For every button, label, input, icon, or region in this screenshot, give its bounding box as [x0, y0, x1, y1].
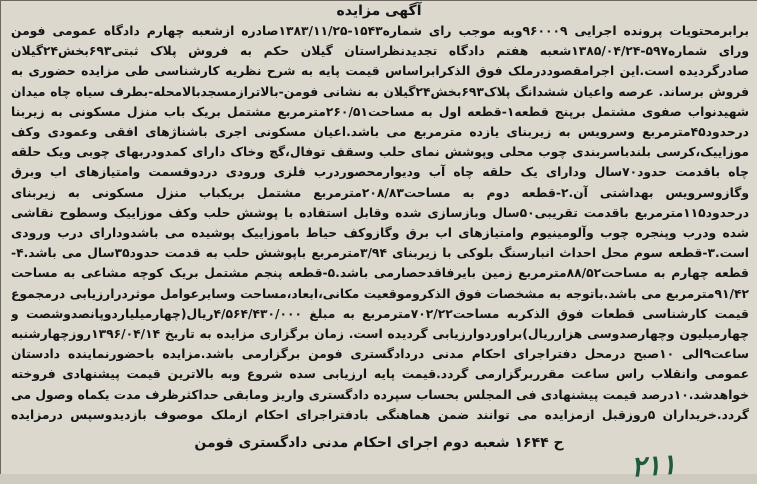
notice-body: برابرمحتویات پرونده اجرایی ۹۶۰۰۰۹وبه موجب رای شماره۱۵۴۳-۱۳۸۳/۱۱/۲۵صادره ازشعبه چهارم دادگاه عمومی فومن ورای شماره۵۹۷-۱۳۸۵/۰۴/۲۴شعبه هفتم دادگاه تجدیدنظراستان گیلان حکم به فروش پلاک ثبتی۶۹۳بخش۲۴گیلان صادرگردیده است.این اجرامقصوددرملک فوق الذکرابراساس قیمت پایه به شرح نظریه کارشناسی طی مزایده حضوری به فروش برساند. عرصه واعیان ششدانگ پلاک۶۹۳بخش۲۴گیلان به نشانی فومن-بالاترازمسجدبالامحله-بطرف سیاه چاه میدان شهیدنواب صفوی مشتمل برپنج قطعه۱-قطعه اول به مساحت۲۶۰/۵۱مترمربع مشتمل بریک باب منزل مسکونی به زیربنا درحدود۴۵مترمربع وسرویس به زیربنای یازده مترمربع می باشد.اعیان مسکونی اجری باشناژهای افقی وعمودی وکف موزاییک،کرسی بلندباسربندی چوب محلی وپوشش نمای حلب وسقف توفال،گچ وخاک دارای کمدودربهای چوبی ویک حلقه چاه باقدمت حدود۷۰سال ودارای یک حلقه چاه آب ودیوارمحصوردرب فلزی ورودی دردوقسمت وامتیازهای اب وبرق وگازوسرویس بهداشتی آن.۲-قطعه دوم به مساحت۲۰۸/۸۳مترمربع مشتمل بریکباب منزل مسکونی به زیربنای درحدود۱۱۵مترمربع باقدمت تقریبی۵۰سال وبازسازی شده وقابل استفاده با پوشش حلب وکف موزاییک وسطوح نقاشی شده ودرب وپنجره چوب وآلومینیوم وامتیازهای اب برق وگازوکف حیاط باموزاییک پوشیده می باشدودارای درب ورودی است.۳-قطعه سوم محل احداث انبارسنگ بلوکی با زیربنای ۳/۹۴مترمربع باپوشش حلب به قدمت حدود۳۵سال می باشد.۴-قطعه چهارم به مساحت۸۸/۵۲مترمربع زمین بایرفاقدحصارمی باشد.۵-قطعه پنجم مشتمل بریک کوچه مشاعی به مساحت ۹۱/۴۲مترمربع می باشد.باتوجه به مشخصات فوق الذکروموقعیت مکانی،ابعاد،مساحت وسایرعوامل موثردرارزیابی درمجموع قیمت کارشناسی قطعات فوق الذکربه مساحت۷۰۲/۲۲مترمربع به مبلغ ۴/۵۶۴/۴۳۰/۰۰۰ریال(چهارمیلیاردوپانصدوشصت و چهارمیلیون وچهارصدوسی هزارریال)براوردوارزیابی گردیده است. زمان برگزاری مزایده به تاریخ ۱۳۹۶/۰۴/۱۴روزچهارشنبه ساعت۹الی ۱۰صبح درمحل دفتراجرای احکام مدنی دردادگستری فومن برگزارمی باشد.مزایده باحضورنماینده دادستان عمومی وانقلاب راس ساعت مقرربرگزارمی گردد.قیمت پایه ارزیابی سده شروع وبه بالاترین قیمت پیشنهادی فروخته خواهدشد.۱۰درصد قیمت پیشنهادی فی المجلس بحساب سپرده دادگستری واریز ومابقی حداکثرظرف مدت یکماه وصول می گردد.خریداران ۵روزقبل ازمزایده می توانند ضمن هماهنگی بادفتراجرای احکام ازملک موصوف بازدیدوسپس درمزایده — [11, 24, 749, 422]
handwritten-page-number: ۲۱۱ — [629, 447, 678, 484]
notice-title: آگهی مزایده — [336, 3, 422, 19]
notice-footer: ح ۱۶۴۴ شعبه دوم اجرای احکام مدنی دادگستری فومن — [194, 435, 564, 451]
